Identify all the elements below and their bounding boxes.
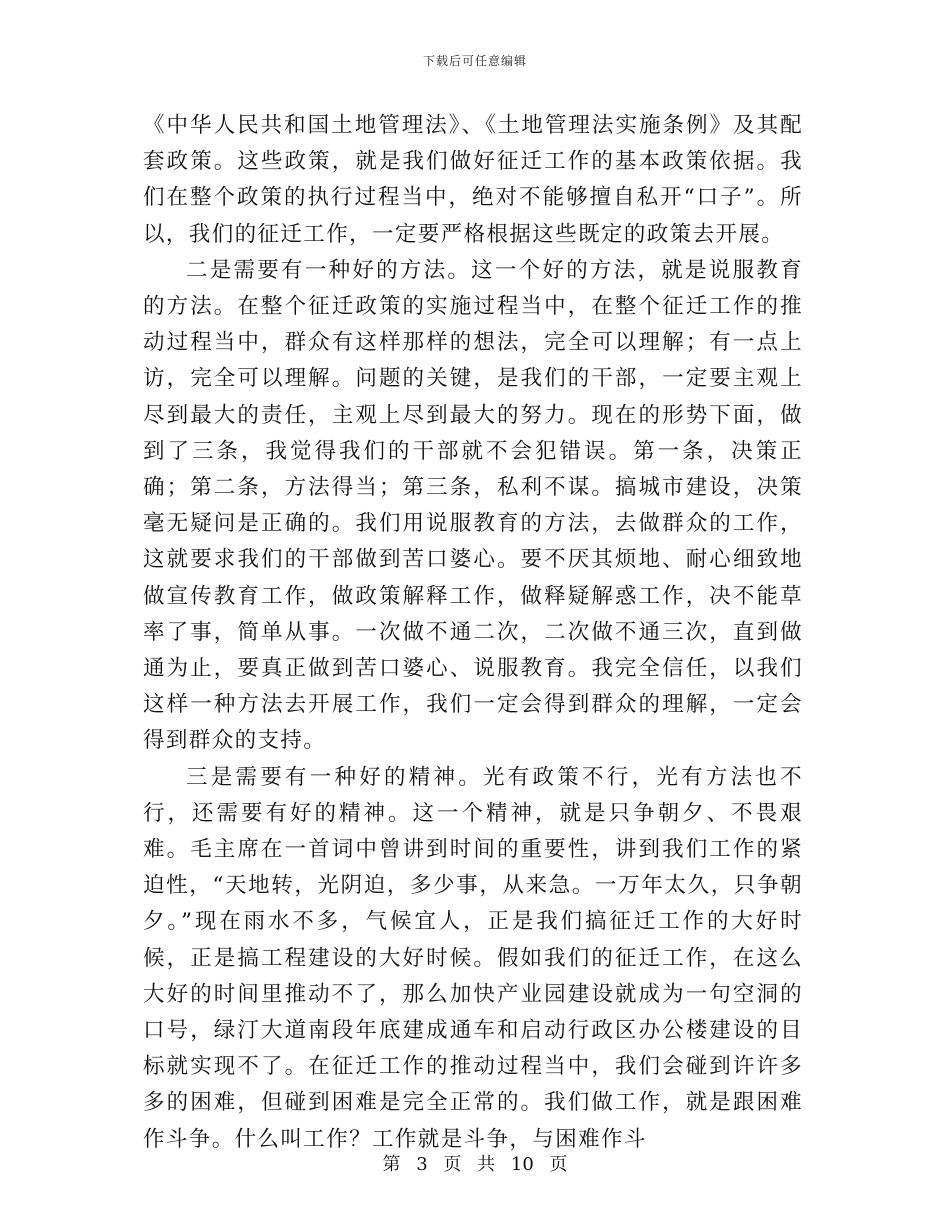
header-note: 下载后可任意编辑 xyxy=(422,54,527,68)
paragraph-3: 三是需要有一种好的精神。光有政策不行，光有方法也不行，还需要有好的精神。这一个精神，就是只争朝夕、不畏艰难。毛主席在一首词中曾讲到时间的重要性，讲到我们工作的紧迫性，“天地转，光阴迫，多少事，从来急。一万年太久，只争朝夕。”现在雨水不多，气候宜人，正是我们搞征迁工作的大好时候，正是搞工程建设的大好时候。假如我们的征迁工作，在这么大好的时间里推动不了，那么加快产业园建设就成为一句空洞的口号，绿汀大道南段年底建成通车和启动行政区办公楼建设的目标就实现不了。在征迁工作的推动过程当中，我们会碰到许许多多的困难，但碰到困难是完全正常的。我们做工作，就是跟困难作斗争。什么叫工作？工作就是斗争，与困难作斗 xyxy=(143,764,803,1152)
footer-page-number: 3 xyxy=(416,1154,428,1175)
paragraph-2: 二是需要有一种好的方法。这一个好的方法，就是说服教育的方法。在整个征迁政策的实施过程当中，在整个征迁工作的推动过程当中，群众有这样那样的想法，完全可以理解；有一点上访，完全可以理解。问题的关键，是我们的干部，一定要主观上尽到最大的责任，主观上尽到最大的努力。现在的形势下面，做到了三条，我觉得我们的干部就不会犯错误。第一条，决策正确；第二条，方法得当；第三条，私利不谋。搞城市建设，决策毫无疑问是正确的。我们用说服教育的方法，去做群众的工作，这就要求我们的干部做到苦口婆心。要不厌其烦地、耐心细致地做宣传教育工作，做政策解释工作，做释疑解惑工作，决不能草率了事，简单从事。一次做不通二次，二次做不通三次，直到做通为止，要真正做到苦口婆心、说服教育。我完全信任，以我们这样一种方法去开展工作，我们一定会得到群众的理解，一定会得到群众的支持。 xyxy=(143,257,803,754)
footer-word-total-unit: 页 xyxy=(549,1154,568,1175)
paragraph-1: 《中华人民共和国土地管理法》、《土地管理法实施条例》及其配套政策。这些政策，就是我们做好征迁工作的基本政策依据。我们在整个政策的执行过程当中，绝对不能够擅自私开“口子”。所以，我们的征迁工作，一定要严格根据这些既定的政策去开展。 xyxy=(143,113,803,247)
page-footer xyxy=(0,1150,950,1176)
footer-word-total: 共 xyxy=(477,1154,496,1175)
footer-word-page: 第 xyxy=(382,1154,401,1175)
document-body xyxy=(143,108,803,1158)
footer-word-page-unit: 页 xyxy=(443,1154,462,1175)
footer-total-pages: 10 xyxy=(510,1154,534,1175)
